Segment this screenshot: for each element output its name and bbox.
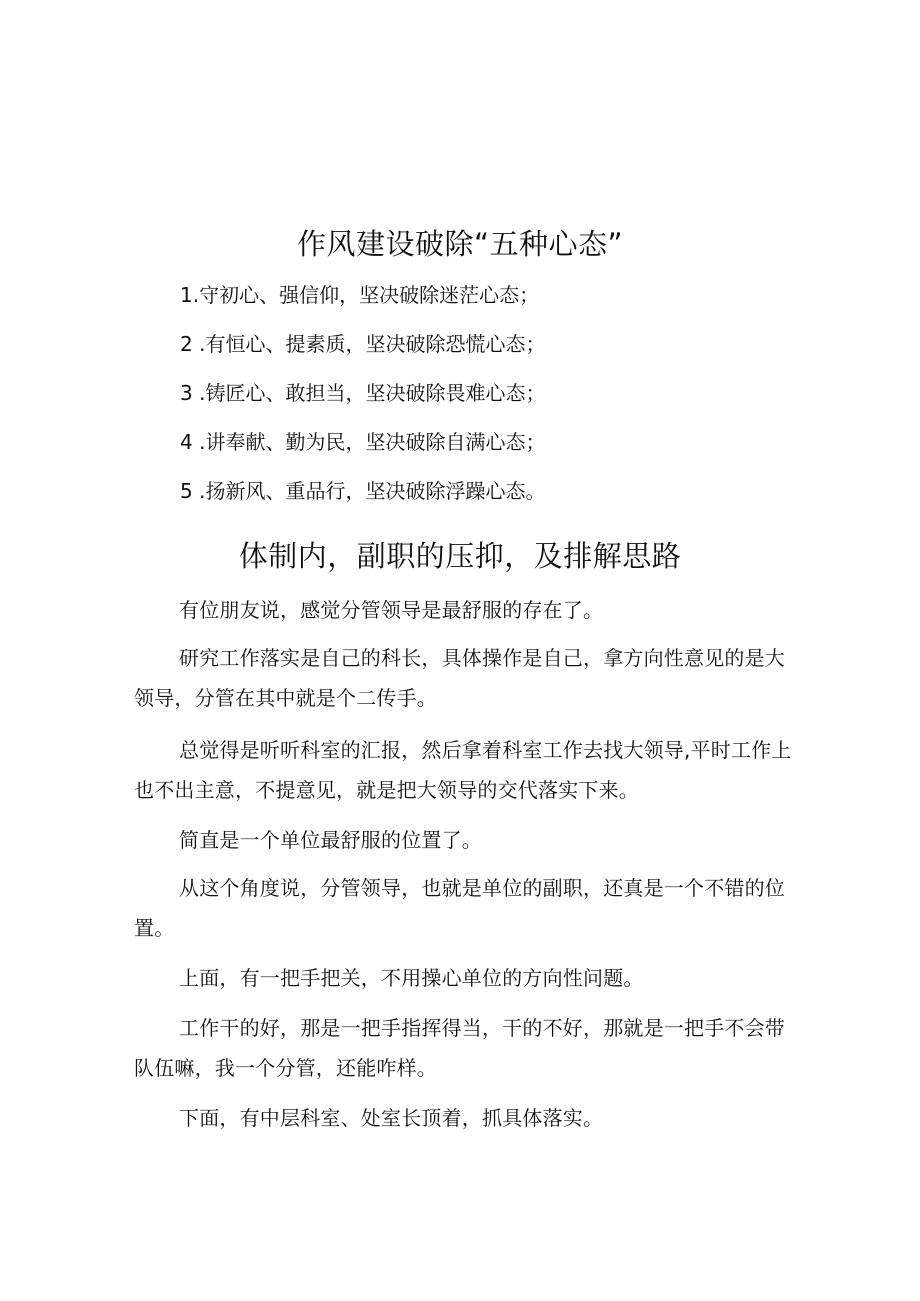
list-separator: . (192, 479, 206, 503)
paragraph: 下面，有中层科室、处室长顶着，抓具体落实。 (179, 1106, 604, 1130)
list-item-5 (180, 481, 545, 501)
list-number: 1 (180, 283, 193, 307)
list-number: 4 (180, 430, 193, 454)
list-separator: . (192, 332, 206, 356)
list-number: 3 (180, 381, 193, 405)
paragraph: 总觉得是听听科室的汇报，然后拿着科室工作去找大领导,平时工作上也不出主意，不提意见，就是把大领导的交代落实下来。 (134, 738, 792, 802)
list-item-1 (180, 285, 539, 305)
section-title-deputy-position: 体制内，副职的压抑，及排解思路 (238, 539, 682, 573)
list-text: 扬新风、重品行，坚决破除浮躁心态。 (205, 479, 546, 503)
list-separator: . (192, 381, 206, 405)
list-number: 5 (180, 479, 193, 503)
list-text: 守初心、强信仰，坚决破除迷茫心态； (199, 283, 540, 307)
list-text: 有恒心、提素质，坚决破除恐慌心态； (205, 332, 546, 356)
list-item-4 (180, 432, 545, 452)
paragraph: 简直是一个单位最舒服的位置了。 (179, 828, 482, 852)
list-text: 铸匠心、敢担当，坚决破除畏难心态； (205, 381, 546, 405)
paragraph: 从这个角度说，分管领导，也就是单位的副职，还真是一个不错的位置。 (134, 876, 785, 940)
section-title-five-mindsets: 作风建设破除“五种心态” (296, 227, 624, 261)
paragraph: 上面，有一把手把关，不用操心单位的方向性问题。 (179, 966, 644, 990)
list-text: 讲奉献、勤为民，坚决破除自满心态； (205, 430, 546, 454)
paragraph: 有位朋友说，感觉分管领导是最舒服的存在了。 (179, 598, 604, 622)
list-number: 2 (180, 332, 193, 356)
paragraph: 工作干的好，那是一把手指挥得当，干的不好，那就是一把手不会带队伍嘛，我一个分管，还能咋样。 (134, 1016, 785, 1080)
list-item-3 (180, 383, 545, 403)
list-separator: . (192, 283, 200, 307)
list-item-2 (180, 334, 545, 354)
list-separator: . (192, 430, 206, 454)
paragraph: 研究工作落实是自己的科长，具体操作是自己，拿方向性意见的是大领导，分管在其中就是个二传手。 (134, 646, 785, 710)
